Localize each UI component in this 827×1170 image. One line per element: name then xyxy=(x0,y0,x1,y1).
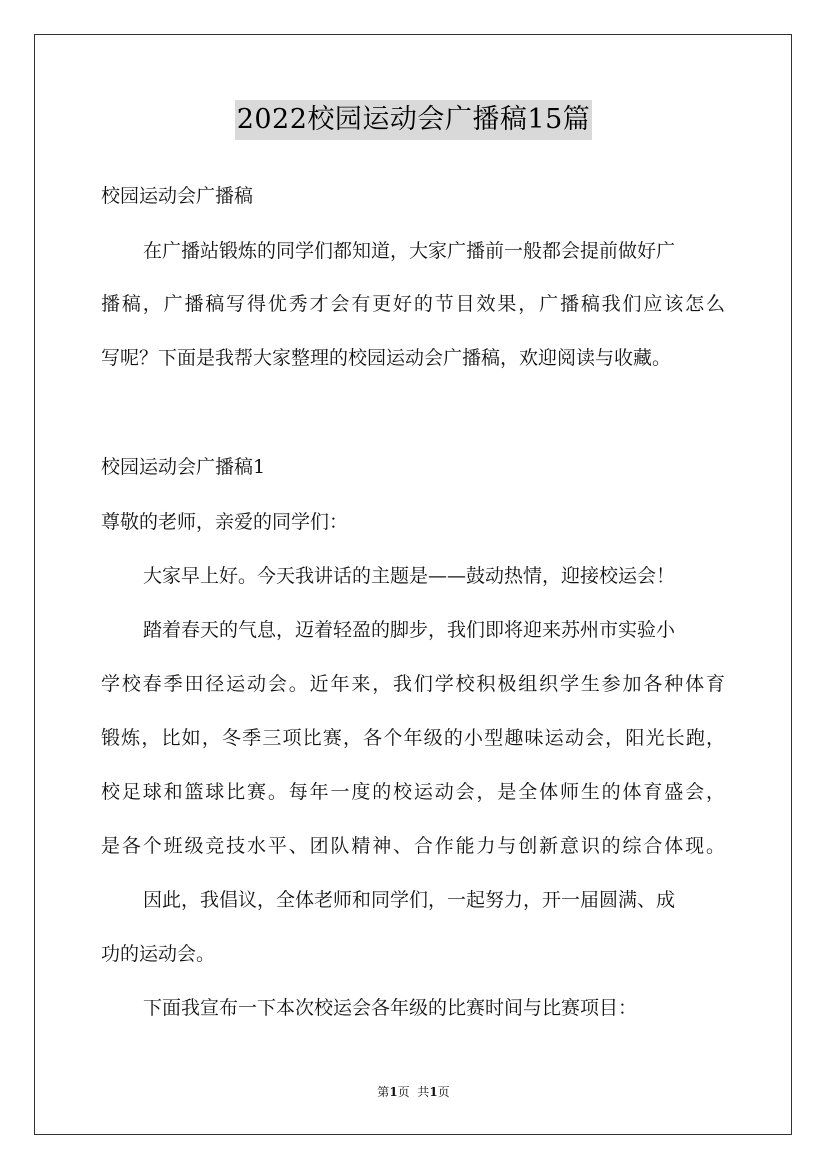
footer-mid: 页 共 xyxy=(397,1085,430,1099)
salutation: 尊敬的老师，亲爱的同学们： xyxy=(101,511,349,533)
section-heading: 校园运动会广播稿 xyxy=(101,185,254,207)
paragraph-line: 学校春季田径运动会。近年来，我们学校积极组织学生参加各种体育 xyxy=(101,673,725,695)
article-heading: 校园运动会广播稿1 xyxy=(101,456,266,478)
footer-current-page: 1 xyxy=(389,1085,398,1099)
paragraph-line: 校足球和篮球比赛。每年一度的校运动会，是全体师生的体育盛会， xyxy=(101,781,725,803)
paragraph-line: 踏着春天的气息，迈着轻盈的脚步，我们即将迎来苏州市实验小 xyxy=(143,619,676,641)
paragraph-line: 功的运动会。 xyxy=(101,943,216,965)
paragraph-line: 因此，我倡议，全体老师和同学们，一起努力，开一届圆满、成 xyxy=(143,889,676,911)
intro-line-2: 播稿，广播稿写得优秀才会有更好的节目效果，广播稿我们应该怎么 xyxy=(101,293,725,315)
paragraph-line: 下面我宣布一下本次校运会各年级的比赛时间与比赛项目： xyxy=(143,997,638,1019)
page-footer xyxy=(0,1083,827,1100)
footer-prefix: 第 xyxy=(377,1085,390,1099)
intro-line-3: 写呢？下面是我帮大家整理的校园运动会广播稿，欢迎阅读与收藏。 xyxy=(101,347,672,369)
footer-suffix: 页 xyxy=(437,1085,450,1099)
document-title: 2022校园运动会广播稿15篇 xyxy=(235,100,593,140)
footer-total-pages: 1 xyxy=(429,1085,438,1099)
paragraph-line: 大家早上好。今天我讲话的主题是——鼓动热情，迎接校运会！ xyxy=(143,565,676,587)
paragraph-line: 锻炼，比如，冬季三项比赛，各个年级的小型趣味运动会，阳光长跑， xyxy=(101,727,725,749)
paragraph-line: 是各个班级竞技水平、团队精神、合作能力与创新意识的综合体现。 xyxy=(101,835,725,857)
title-container xyxy=(0,100,827,140)
intro-line-1: 在广播站锻炼的同学们都知道，大家广播前一般都会提前做好广 xyxy=(143,240,676,262)
